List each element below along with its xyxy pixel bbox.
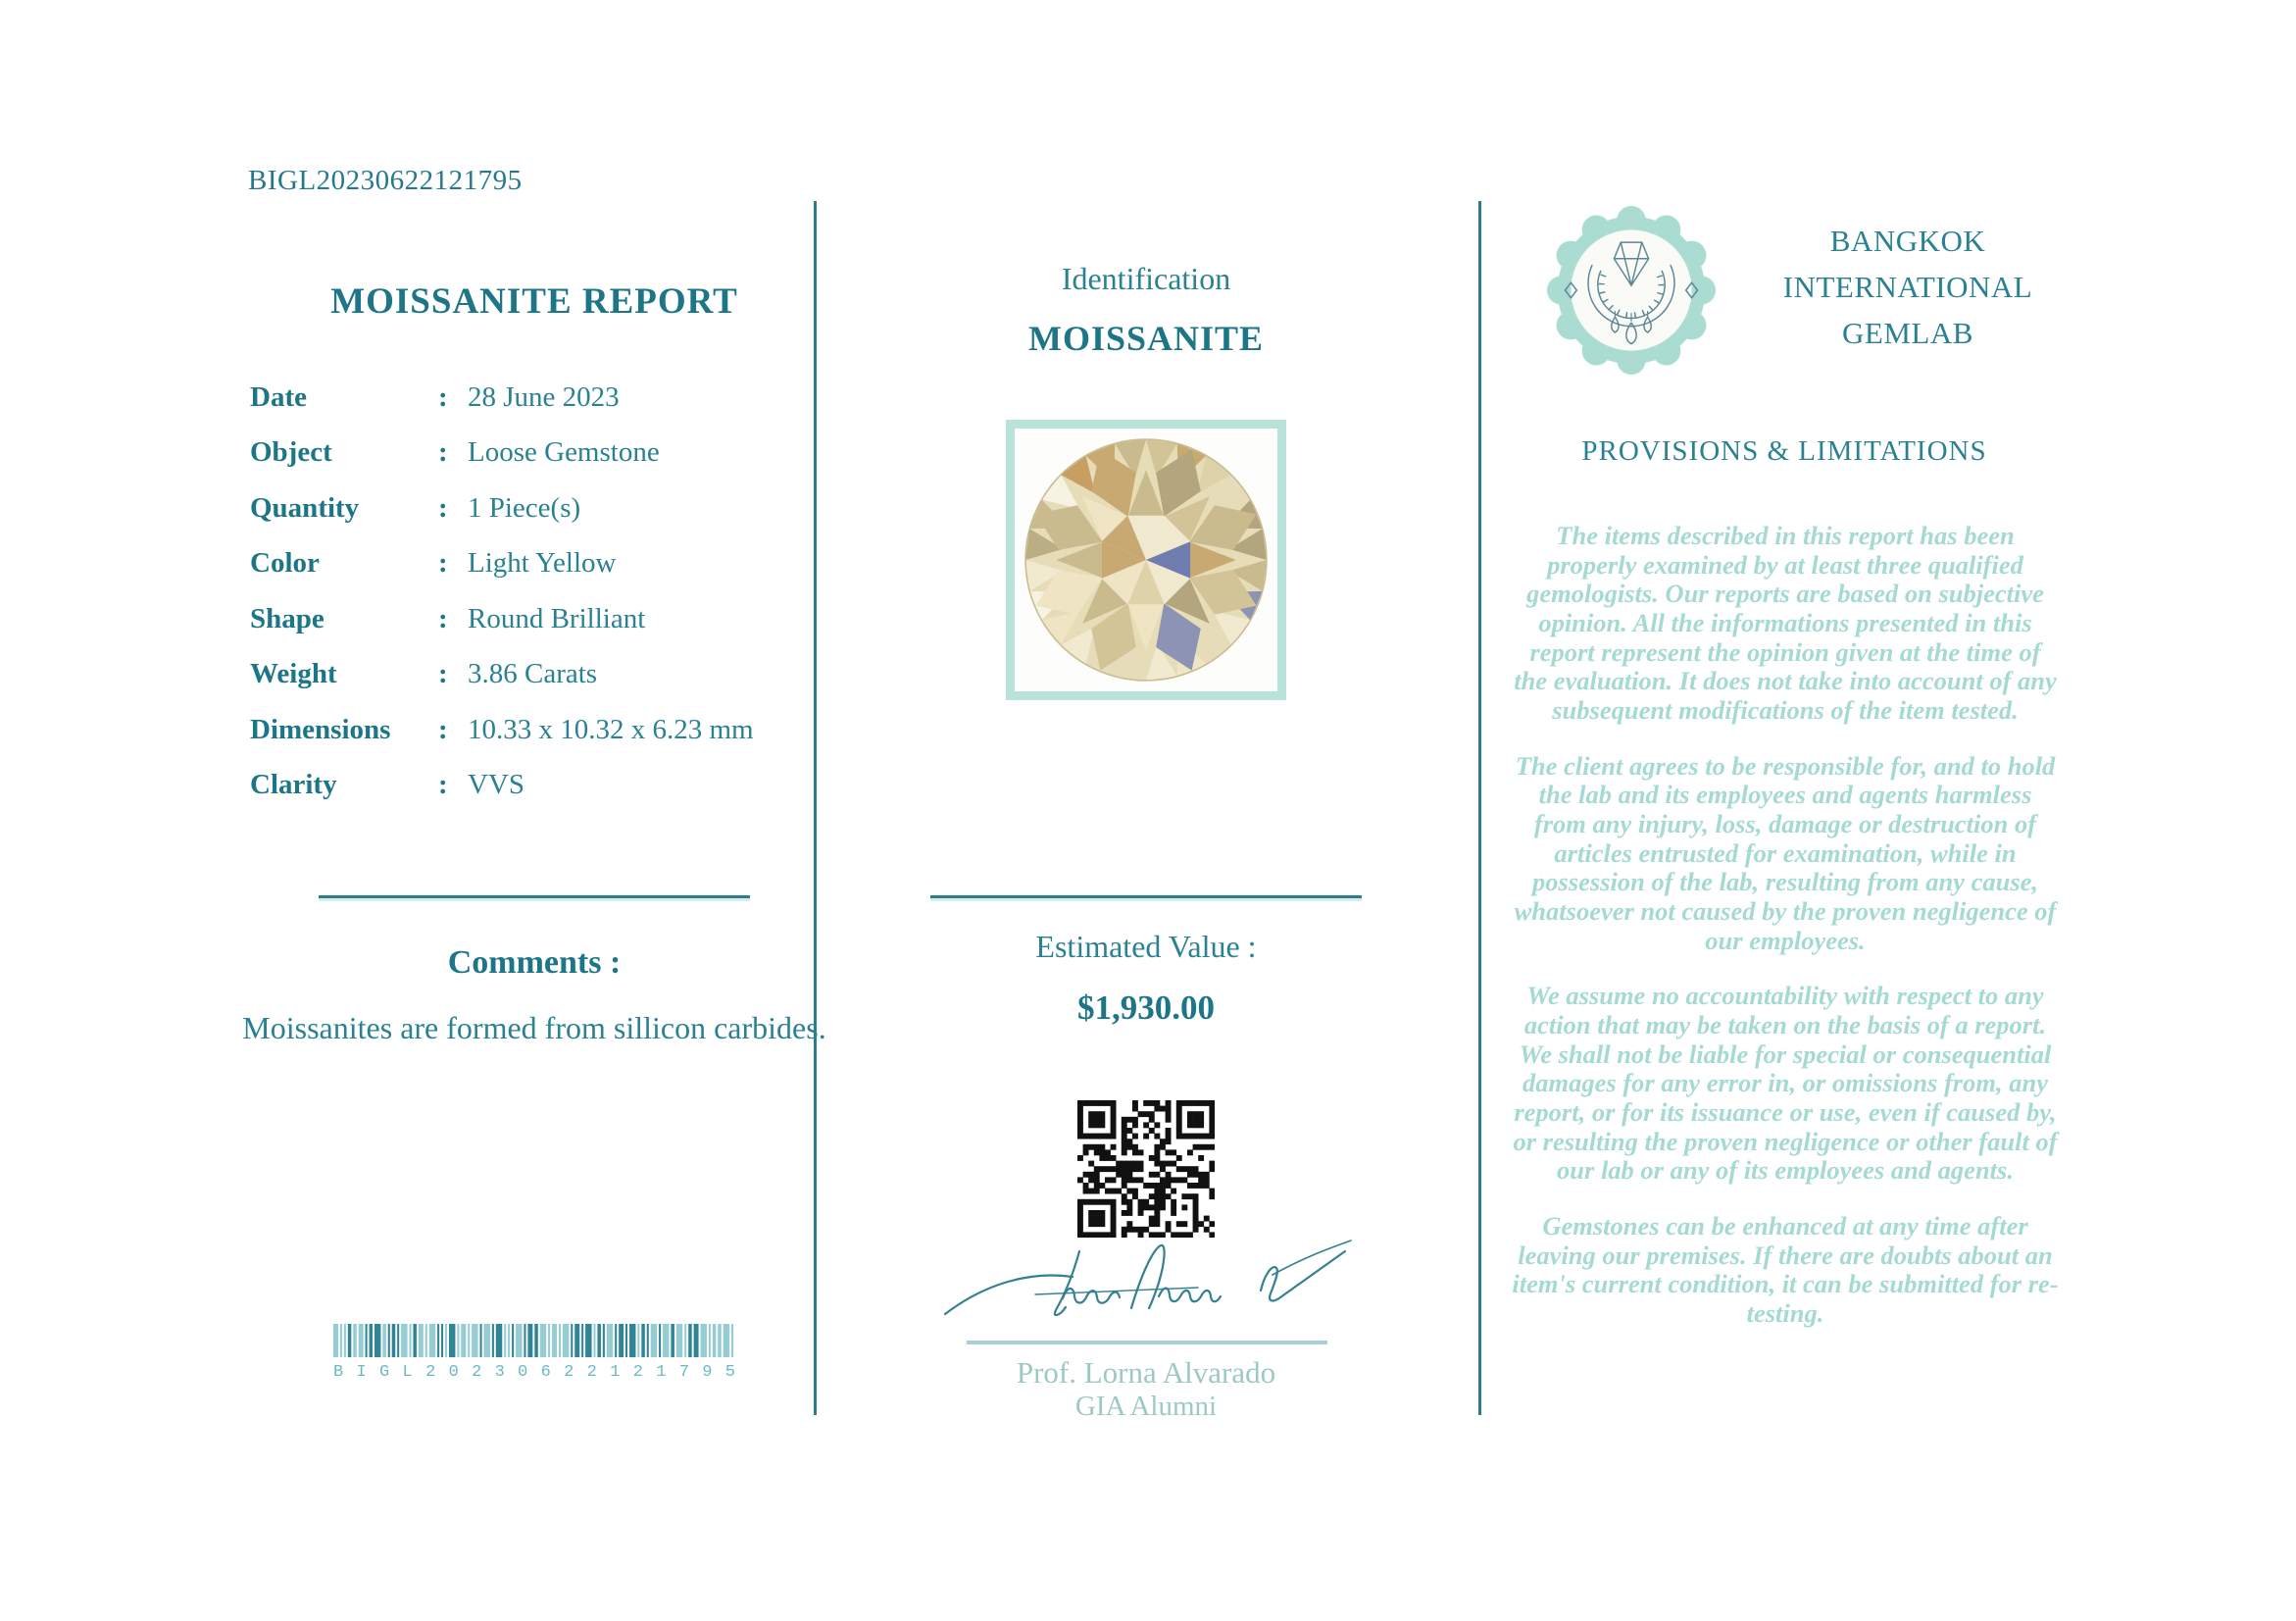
barcode-char: 2 <box>425 1363 436 1382</box>
lab-name <box>1733 218 2082 356</box>
provisions-heading: PROVISIONS & LIMITATIONS <box>1581 435 1987 467</box>
gemlab-logo-icon <box>1545 204 1718 377</box>
provisions-paragraphs <box>1512 522 2059 1329</box>
barcode-char: G <box>379 1363 390 1382</box>
signature <box>935 1234 1357 1340</box>
field-row-date <box>250 370 799 426</box>
barcode-char: 1 <box>610 1363 621 1382</box>
identification-label: Identification <box>1061 261 1231 296</box>
barcode-char: 2 <box>564 1363 574 1382</box>
field-row-quantity <box>250 481 799 536</box>
signature-underline <box>967 1341 1327 1344</box>
field-colon: : <box>438 713 448 745</box>
field-colon: : <box>438 769 448 801</box>
field-colon: : <box>438 658 448 690</box>
estimated-value: $1,930.00 <box>1077 988 1215 1027</box>
lab-name-line: GEMLAB <box>1842 316 1973 350</box>
field-colon: : <box>438 436 448 469</box>
lab-name-line: BANGKOK <box>1829 224 1986 258</box>
field-label: Shape <box>250 602 324 634</box>
barcode <box>333 1324 735 1382</box>
field-value: 3.86 Carats <box>468 658 598 690</box>
field-row-object <box>250 426 799 481</box>
barcode-char: 2 <box>632 1363 643 1382</box>
field-colon: : <box>438 547 448 580</box>
barcode-char: 6 <box>540 1363 551 1382</box>
report-fields <box>250 370 799 813</box>
field-colon: : <box>438 491 448 524</box>
barcode-char: 7 <box>678 1363 689 1382</box>
field-label: Object <box>250 436 332 469</box>
field-row-shape <box>250 591 799 647</box>
field-label: Quantity <box>250 491 360 524</box>
field-label: Color <box>250 547 320 580</box>
qr-code <box>1077 1100 1215 1238</box>
field-label: Clarity <box>250 769 337 801</box>
barcode-char: 5 <box>724 1363 735 1382</box>
field-row-color <box>250 536 799 592</box>
lab-name-line: INTERNATIONAL <box>1782 270 2033 304</box>
qr-code-image <box>1077 1100 1215 1238</box>
comments-text: Moissanites are formed from sillicon carbides. <box>242 1010 826 1045</box>
barcode-char: 3 <box>494 1363 505 1382</box>
field-value: 1 Piece(s) <box>468 491 581 524</box>
identification-value: MOISSANITE <box>1027 319 1265 358</box>
barcode-char: 9 <box>702 1363 713 1382</box>
field-label: Date <box>250 380 307 413</box>
provisions-paragraph: Gemstones can be enhanced at any time after leaving our premises. If there are doubts about an item's current condition, it can be submitted for re-testing. <box>1512 1211 2059 1329</box>
field-value: Light Yellow <box>468 547 617 580</box>
middle-section-divider <box>930 895 1362 898</box>
barcode-char: B <box>333 1363 344 1382</box>
field-value: 10.33 x 10.32 x 6.23 mm <box>468 713 754 745</box>
barcode-char: 0 <box>448 1363 459 1382</box>
field-row-weight <box>250 647 799 703</box>
field-value: VVS <box>468 769 525 801</box>
gemlab-logo-badge <box>1545 204 1718 377</box>
barcode-char: 1 <box>656 1363 667 1382</box>
provisions-paragraph: The client agrees to be responsible for, and to hold the lab and its employees and agents harmless from any injury, loss, damage or destruction of articles entrusted for examination, while in possession of the lab, resulting from any cause, whatsoever not caused by the proven negligence of our employees. <box>1514 750 2057 955</box>
barcode-bars <box>333 1324 735 1357</box>
signature-stroke <box>935 1234 1357 1340</box>
field-label: Weight <box>250 658 337 690</box>
barcode-char: I <box>356 1363 367 1382</box>
field-value: 28 June 2023 <box>468 380 620 413</box>
report-title: MOISSANITE REPORT <box>330 281 738 322</box>
field-colon: : <box>438 380 448 413</box>
barcode-char: 2 <box>472 1363 482 1382</box>
barcode-char: 2 <box>586 1363 597 1382</box>
signatory-name: Prof. Lorna Alvarado <box>1016 1355 1276 1390</box>
field-label: Dimensions <box>250 713 391 745</box>
gemstone-image <box>1023 437 1269 683</box>
estimated-value-label: Estimated Value : <box>1035 929 1257 964</box>
field-row-dimensions <box>250 702 799 758</box>
left-section-divider <box>319 895 750 898</box>
field-value: Round Brilliant <box>468 602 646 634</box>
field-colon: : <box>438 602 448 634</box>
report-number: BIGL20230622121795 <box>248 165 523 196</box>
comments-heading: Comments : <box>447 944 622 981</box>
field-row-clarity <box>250 758 799 814</box>
provisions-paragraph: We assume no accountability with respect to any action that may be taken on the basis of a report. We shall not be liable for special or consequential damages for any error in, or omissions from, any report, or for its issuance or use, even if caused by, or resulting the proven negligence or other fault of our lab or any of its employees and agents. <box>1513 981 2058 1186</box>
column-divider-right <box>1478 201 1481 1415</box>
barcode-char: L <box>402 1363 413 1382</box>
signatory-title: GIA Alumni <box>1074 1391 1218 1422</box>
barcode-char: 0 <box>518 1363 528 1382</box>
field-value: Loose Gemstone <box>468 436 660 469</box>
column-divider-left <box>814 201 817 1415</box>
provisions-paragraph: The items described in this report has been properly examined by at least three qualified gemologists. Our reports are based on subjective opinion. All the informations presented in this report represent the opinion given at the time of the evaluation. It does not take into account of any subsequent modifications of the item tested. <box>1514 521 2057 726</box>
barcode-text <box>333 1363 735 1382</box>
gemstone-photo <box>1006 420 1286 700</box>
